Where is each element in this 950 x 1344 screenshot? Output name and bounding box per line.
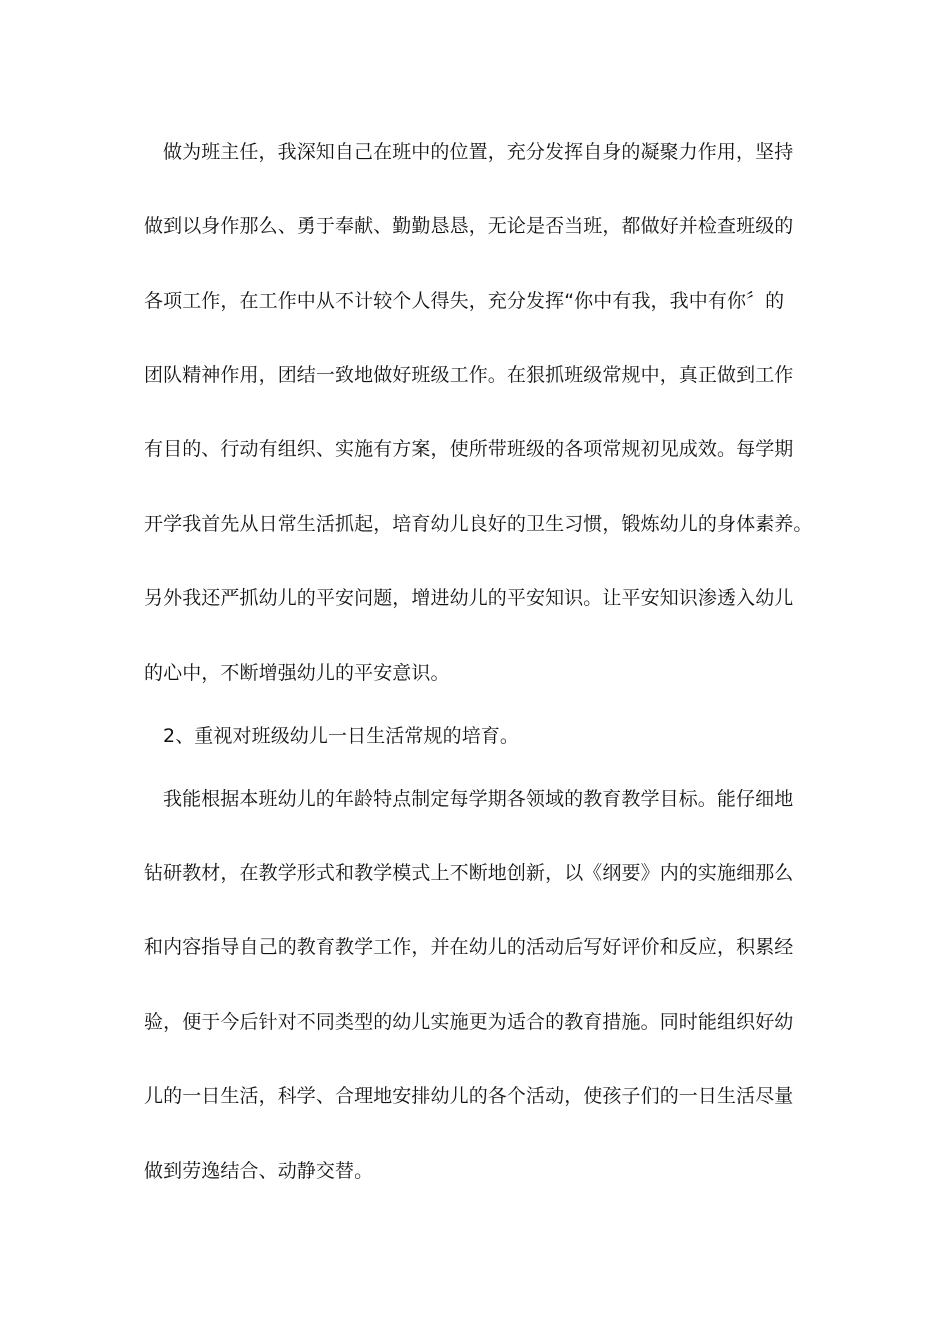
paragraph-2-line-5: 儿的一日生活，科学、合理地安排幼儿的各个活动，使孩子们的一日生活尽量	[144, 1085, 794, 1107]
paragraph-1-line-3: 各项工作，在工作中从不计较个人得失，充分发挥“你中有我，我中有你〞的	[144, 290, 785, 312]
paragraph-2-line-6: 做到劳逸结合、动静交替。	[144, 1160, 374, 1182]
paragraph-2-line-3: 和内容指导自己的教育教学工作，并在幼儿的活动后写好评价和反应，积累经	[144, 936, 794, 958]
paragraph-1-line-4: 团队精神作用，团结一致地做好班级工作。在狠抓班级常规中，真正做到工作	[144, 364, 794, 386]
paragraph-1-line-1: 做为班主任，我深知自己在班中的位置，充分发挥自身的凝聚力作用，坚持	[163, 141, 794, 163]
paragraph-1-line-6: 开学我首先从日常生活抓起，培育幼儿良好的卫生习惯，锻炼幼儿的身体素养。	[144, 513, 813, 535]
paragraph-2-line-2: 钻研教材，在教学形式和教学模式上不断地创新，以《纲要》内的实施细那么	[144, 862, 794, 884]
paragraph-2-line-4: 验，便于今后针对不同类型的幼儿实施更为适合的教育措施。同时能组织好幼	[144, 1011, 794, 1033]
paragraph-2-line-1: 我能根据本班幼儿的年龄特点制定每学期各领域的教育教学目标。能仔细地	[163, 788, 794, 810]
paragraph-1-line-5: 有目的、行动有组织、实施有方案，使所带班级的各项常规初见成效。每学期	[144, 438, 794, 460]
section-heading-2: 2、重视对班级幼儿一日生活常规的培育。	[163, 725, 519, 747]
paragraph-1-line-7: 另外我还严抓幼儿的平安问题，增进幼儿的平安知识。让平安知识渗透入幼儿	[144, 587, 794, 609]
paragraph-1-line-2: 做到以身作那么、勇于奉献、勤勤恳恳，无论是否当班，都做好并检查班级的	[144, 215, 794, 237]
paragraph-1-line-8: 的心中，不断增强幼儿的平安意识。	[144, 662, 450, 684]
